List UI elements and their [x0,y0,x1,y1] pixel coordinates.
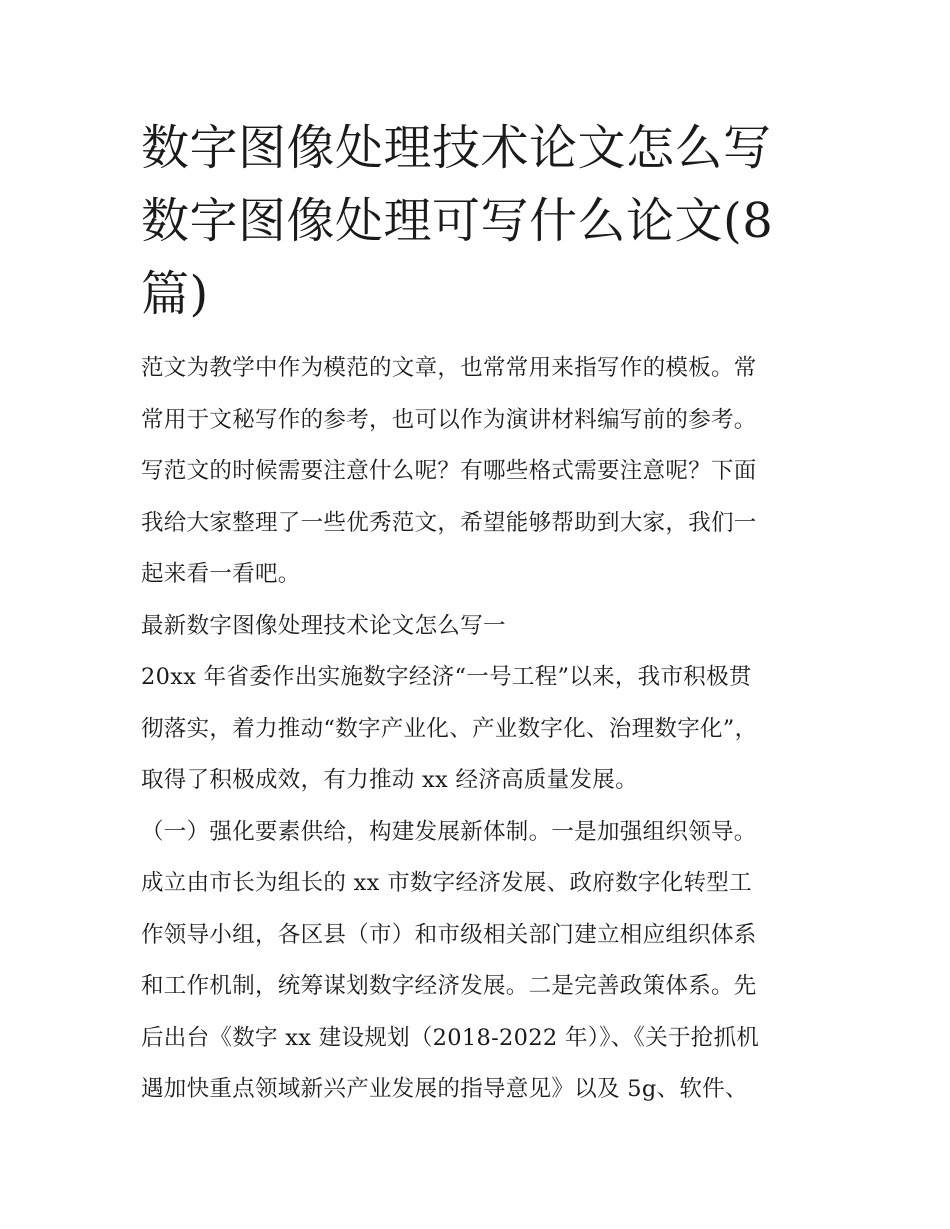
body-paragraph-1 [141,652,821,807]
title-line: 数字图像处理技术论文怎么写 [141,120,772,176]
title-line: 篇) [141,266,209,322]
document-title [141,112,821,331]
text-line: 取得了积极成效，有力推动 xx 经济高质量发展。 [141,767,638,793]
text-line: 写范文的时候需要注意什么呢？有哪些格式需要注意呢？下面 [141,458,757,484]
text-line: 我给大家整理了一些优秀范文，希望能够帮助到大家，我们一 [141,509,757,536]
text-line: （一）强化要素供给，构建发展新体制。一是加强组织领导。 [141,818,757,845]
text-line: 遇加快重点领域新兴产业发展的指导意见》以及 5g、软件、 [141,1076,748,1102]
text-line: 成立由市长为组长的 xx 市数字经济发展、政府数字化转型工 [141,870,752,896]
text-line: 常用于文秘写作的参考，也可以作为演讲材料编写前的参考。 [141,406,757,433]
intro-paragraph [141,343,821,601]
text-line: 起来看一看吧。 [141,561,301,587]
text-line: 后出台《数字 xx 建设规划（2018-2022 年）》、《关于抢抓机 [141,1024,760,1051]
section-heading [141,601,821,653]
body-paragraph-2 [141,807,821,1116]
text-line: 20xx 年省委作出实施数字经济“一号工程”以来，我市积极贯 [141,664,752,690]
text-line: 范文为教学中作为模范的文章，也常常用来指写作的模板。常 [141,355,757,381]
text-line: 和工作机制，统筹谋划数字经济发展。二是完善政策体系。先 [141,973,757,999]
title-line: 数字图像处理可写什么论文(8 [141,193,774,249]
section-heading-text: 最新数字图像处理技术论文怎么写一 [141,612,506,639]
document-body [141,112,821,1116]
text-line: 彻落实，着力推动“数字产业化、产业数字化、治理数字化”， [141,715,758,742]
text-line: 作领导小组，各区县（市）和市级相关部门建立相应组织体系 [141,921,757,948]
